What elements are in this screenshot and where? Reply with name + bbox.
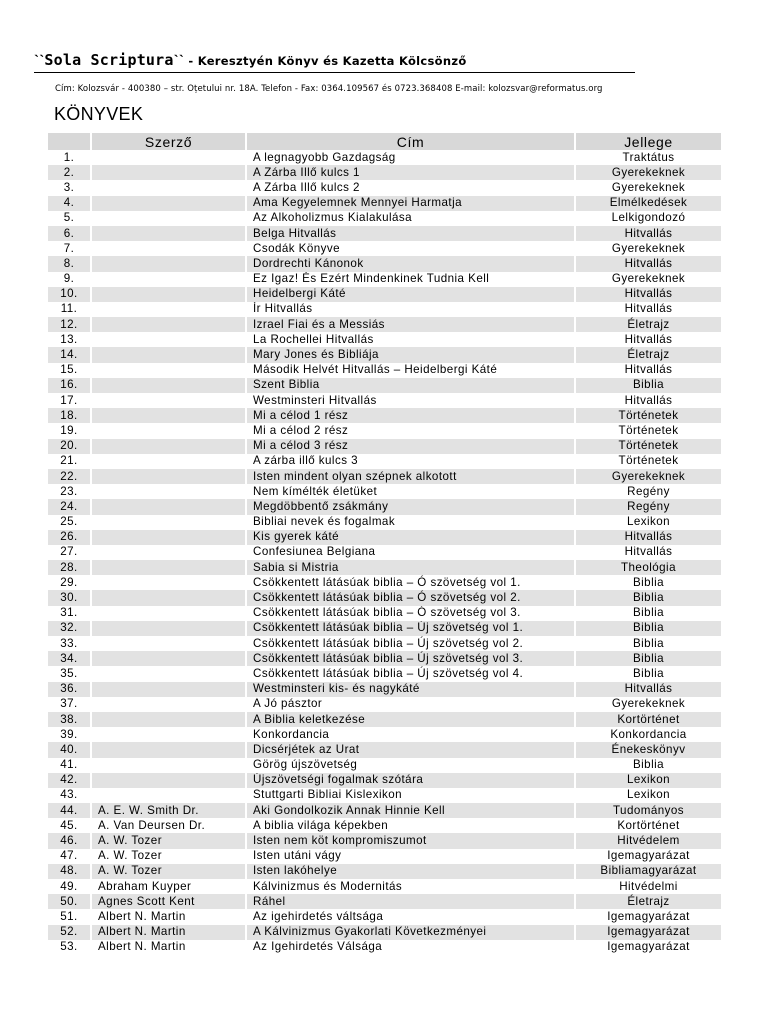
title-cell: A Biblia keletkezése: [247, 712, 576, 727]
table-row: [48, 712, 721, 727]
author-cell: [92, 545, 247, 560]
genre-cell: Életrajz: [576, 347, 721, 362]
title-cell: Nem kímélték életüket: [247, 484, 576, 499]
title-cell: Ráhel: [247, 894, 576, 909]
genre-cell: Lelkigondozó: [611, 211, 686, 225]
table-row: [48, 788, 721, 803]
genre-cell: Hitvallás: [624, 302, 673, 316]
genre-cell: Kortörténet: [576, 712, 721, 727]
row-number: 31.: [48, 606, 92, 621]
genre-cell: Hitvallás: [576, 530, 721, 545]
row-number: 33.: [48, 636, 92, 651]
genre-cell: Biblia: [632, 575, 665, 589]
genre-cell: Életrajz: [576, 317, 721, 332]
table-row: [48, 317, 721, 332]
author-cell: [92, 499, 247, 514]
title-cell: A Zárba Illő kulcs 2: [247, 180, 576, 195]
genre-cell: Hitvallás: [576, 226, 721, 241]
genre-cell: Igemagyarázat: [607, 849, 690, 863]
title-cell: Isten nem köt kompromiszumot: [247, 833, 576, 848]
table-row: [48, 925, 721, 940]
genre-cell: Énekeskönyv: [576, 742, 721, 757]
brand-name: ˋˋSola Scripturaˋˋ: [34, 51, 185, 69]
title-cell: Belga Hitvallás: [247, 226, 576, 241]
genre-cell: Regény: [576, 499, 721, 514]
row-number: 19.: [48, 423, 92, 438]
genre-cell: Konkordancia: [610, 727, 687, 741]
genre-cell: Gyerekeknek: [611, 241, 686, 255]
author-cell: [92, 378, 247, 393]
genre-cell: Theológia: [576, 560, 721, 575]
row-number: 13.: [48, 332, 92, 347]
title-cell: A legnagyobb Gazdagság: [247, 150, 576, 165]
title-cell: Görög újszövetség: [247, 758, 576, 773]
author-cell: Albert N. Martin: [92, 940, 247, 955]
genre-cell: Gyerekeknek: [611, 272, 686, 286]
genre-cell: Biblia: [632, 758, 665, 772]
table-row: [48, 302, 721, 317]
table-row: [48, 530, 721, 545]
table-row: [48, 499, 721, 514]
author-cell: [92, 287, 247, 302]
author-cell: [92, 226, 247, 241]
title-cell: Szent Biblia: [247, 378, 576, 393]
author-cell: [92, 788, 247, 803]
genre-cell: Hitvallás: [624, 332, 673, 346]
title-cell: Az igehirdetés váltsága: [247, 909, 576, 924]
title-cell: Második Helvét Hitvallás – Heidelbergi Káté: [247, 363, 576, 378]
row-number: 52.: [48, 925, 92, 940]
author-cell: [92, 332, 247, 347]
table-row: [48, 180, 721, 195]
genre-cell: Bibliamagyarázat: [576, 864, 721, 879]
title-cell: Újszövetségi fogalmak szótára: [247, 773, 576, 788]
table-row: [48, 666, 721, 681]
title-cell: Csökkentett látásúak biblia – Új szövetség vol 1.: [247, 621, 576, 636]
title-cell: Csodák Könyve: [247, 241, 576, 256]
author-cell: Albert N. Martin: [92, 925, 247, 940]
genre-cell: Igemagyarázat: [607, 940, 690, 954]
title-cell: Sabia si Mistria: [247, 560, 576, 575]
table-row: [48, 727, 721, 742]
table-row: [48, 545, 721, 560]
title-cell: Az Igehirdetés Válsága: [247, 940, 576, 955]
author-cell: [92, 636, 247, 651]
section-title: KÖNYVEK: [54, 104, 144, 124]
table-row: [48, 439, 721, 454]
author-cell: [92, 454, 247, 469]
row-number: 10.: [48, 287, 92, 302]
author-cell: [92, 712, 247, 727]
row-number: 37.: [48, 697, 92, 712]
author-cell: [92, 727, 247, 742]
row-number: 50.: [48, 894, 92, 909]
author-cell: Abraham Kuyper: [92, 879, 247, 894]
table-row: [48, 332, 721, 347]
table-row: [48, 287, 721, 302]
author-cell: [92, 621, 247, 636]
author-cell: [92, 697, 247, 712]
title-cell: Az Alkoholizmus Kialakulása: [247, 211, 576, 226]
title-cell: Kis gyerek káté: [247, 530, 576, 545]
author-cell: [92, 515, 247, 530]
row-number: 1.: [48, 150, 92, 165]
row-number: 49.: [48, 879, 92, 894]
row-number: 9.: [48, 272, 92, 287]
table-row: [48, 940, 721, 955]
row-number: 41.: [48, 758, 92, 773]
table-row: [48, 241, 721, 256]
genre-cell: Hitvallás: [576, 682, 721, 697]
table-row: [48, 818, 721, 833]
title-cell: Ama Kegyelemnek Mennyei Harmatja: [247, 196, 576, 211]
genre-cell: Hitvédelem: [576, 833, 721, 848]
title-cell: Csökkentett látásúak biblia – Új szövetség vol 2.: [247, 636, 576, 651]
genre-cell: Lexikon: [626, 788, 671, 802]
row-number: 39.: [48, 727, 92, 742]
row-number: 48.: [48, 864, 92, 879]
author-cell: [92, 302, 247, 317]
genre-cell: Igemagyarázat: [576, 925, 721, 940]
author-cell: A. W. Tozer: [92, 849, 247, 864]
author-cell: [92, 393, 247, 408]
genre-cell: Elmélkedések: [576, 196, 721, 211]
genre-cell: Hitvallás: [576, 287, 721, 302]
column-header-title: Cím: [247, 133, 576, 150]
title-cell: Csökkentett látásúak biblia – Új szövetség vol 3.: [247, 651, 576, 666]
genre-cell: Igemagyarázat: [607, 909, 690, 923]
author-cell: [92, 560, 247, 575]
genre-cell: Biblia: [576, 378, 721, 393]
row-number: 22.: [48, 469, 92, 484]
genre-cell: Életrajz: [576, 894, 721, 909]
title-cell: Ez Igaz! És Ezért Mindenkinek Tudnia Kell: [247, 272, 576, 287]
table-row: [48, 515, 721, 530]
genre-cell: Történetek: [576, 439, 721, 454]
row-number: 24.: [48, 499, 92, 514]
author-cell: [92, 469, 247, 484]
author-cell: [92, 651, 247, 666]
table-row: [48, 742, 721, 757]
table-row: [48, 697, 721, 712]
brand-tagline: Keresztyén Könyv és Kazetta Kölcsönző: [197, 54, 467, 68]
row-number: 4.: [48, 196, 92, 211]
author-cell: [92, 408, 247, 423]
author-cell: [92, 150, 247, 165]
title-cell: Isten utáni vágy: [247, 849, 576, 864]
author-cell: [92, 196, 247, 211]
author-cell: A. W. Tozer: [92, 864, 247, 879]
column-header-author: Szerző: [92, 133, 247, 150]
author-cell: [92, 211, 247, 226]
table-row: [48, 651, 721, 666]
table-row: [48, 864, 721, 879]
row-number: 29.: [48, 575, 92, 590]
genre-cell: Lexikon: [576, 773, 721, 788]
title-cell: A Zárba Illő kulcs 1: [247, 165, 576, 180]
genre-cell: Biblia: [632, 606, 665, 620]
title-cell: Csökkentett látásúak biblia – Ó szövetség vol 3.: [247, 606, 576, 621]
genre-cell: Lexikon: [626, 515, 671, 529]
title-cell: Csökkentett látásúak biblia – Új szövetség vol 4.: [247, 666, 576, 681]
title-cell: Csökkentett látásúak biblia – Ó szövetség vol 2.: [247, 590, 576, 605]
row-number: 53.: [48, 940, 92, 955]
row-number: 36.: [48, 682, 92, 697]
table-row: [48, 636, 721, 651]
column-header-genre: Jellege: [576, 133, 721, 150]
genre-cell: Biblia: [576, 651, 721, 666]
author-cell: [92, 590, 247, 605]
table-row: [48, 196, 721, 211]
genre-cell: Biblia: [576, 590, 721, 605]
title-cell: Izrael Fiai és a Messiás: [247, 317, 576, 332]
column-header-number: [48, 133, 92, 150]
table-row: [48, 469, 721, 484]
genre-cell: Traktátus: [622, 150, 675, 164]
genre-cell: Hitvallás: [624, 363, 673, 377]
row-number: 12.: [48, 317, 92, 332]
row-number: 5.: [48, 211, 92, 226]
title-cell: Konkordancia: [247, 727, 576, 742]
author-cell: [92, 256, 247, 271]
author-cell: [92, 317, 247, 332]
table-row: [48, 393, 721, 408]
genre-cell: Biblia: [632, 636, 665, 650]
row-number: 21.: [48, 454, 92, 469]
row-number: 28.: [48, 560, 92, 575]
title-cell: Stuttgarti Bibliai Kislexikon: [247, 788, 576, 803]
table-row: [48, 378, 721, 393]
genre-cell: Biblia: [632, 666, 665, 680]
title-cell: Heidelbergi Káté: [247, 287, 576, 302]
row-number: 2.: [48, 165, 92, 180]
title-cell: Confesiunea Belgiana: [247, 545, 576, 560]
row-number: 23.: [48, 484, 92, 499]
table-row: [48, 803, 721, 818]
title-cell: Isten mindent olyan szépnek alkotott: [247, 469, 576, 484]
table-row: [48, 894, 721, 909]
title-cell: Mi a célod 2 rész: [247, 423, 576, 438]
author-cell: A. Van Deursen Dr.: [92, 818, 247, 833]
row-number: 27.: [48, 545, 92, 560]
table-row: [48, 773, 721, 788]
row-number: 16.: [48, 378, 92, 393]
table-row: [48, 849, 721, 864]
table-row: [48, 226, 721, 241]
table-row: [48, 484, 721, 499]
genre-cell: Gyerekeknek: [576, 469, 721, 484]
genre-cell: Biblia: [576, 621, 721, 636]
row-number: 47.: [48, 849, 92, 864]
table-body: [48, 150, 721, 955]
row-number: 32.: [48, 621, 92, 636]
author-cell: [92, 682, 247, 697]
title-cell: A Jó pásztor: [247, 697, 576, 712]
author-cell: [92, 606, 247, 621]
genre-cell: Történetek: [618, 454, 679, 468]
table-row: [48, 590, 721, 605]
letterhead: [34, 50, 467, 70]
row-number: 43.: [48, 788, 92, 803]
title-cell: La Rochellei Hitvallás: [247, 332, 576, 347]
row-number: 30.: [48, 590, 92, 605]
author-cell: [92, 272, 247, 287]
row-number: 44.: [48, 803, 92, 818]
author-cell: [92, 423, 247, 438]
row-number: 14.: [48, 347, 92, 362]
row-number: 45.: [48, 818, 92, 833]
author-cell: Agnes Scott Kent: [92, 894, 247, 909]
row-number: 8.: [48, 256, 92, 271]
author-cell: [92, 241, 247, 256]
author-cell: [92, 666, 247, 681]
books-table: [48, 133, 721, 955]
row-number: 46.: [48, 833, 92, 848]
author-cell: A. W. Tozer: [92, 833, 247, 848]
table-row: [48, 682, 721, 697]
row-number: 7.: [48, 241, 92, 256]
table-row: [48, 423, 721, 438]
row-number: 18.: [48, 408, 92, 423]
author-cell: [92, 773, 247, 788]
title-cell: Bibliai nevek és fogalmak: [247, 515, 576, 530]
row-number: 40.: [48, 742, 92, 757]
title-cell: Megdöbbentő zsákmány: [247, 499, 576, 514]
author-cell: [92, 484, 247, 499]
title-cell: Kálvinizmus és Modernitás: [247, 879, 576, 894]
genre-cell: Történetek: [576, 408, 721, 423]
table-row: [48, 909, 721, 924]
genre-cell: Gyerekeknek: [611, 180, 686, 194]
author-cell: Albert N. Martin: [92, 909, 247, 924]
table-row: [48, 621, 721, 636]
table-row: [48, 165, 721, 180]
table-row: [48, 454, 721, 469]
table-row: [48, 833, 721, 848]
contact-line: Cím: Kolozsvár - 400380 – str. Oțetului nr. 18A. Telefon - Fax: 0364.109567 és 0723.368408 E-mail: kolozsvar@reformatus.org: [55, 84, 603, 94]
author-cell: [92, 758, 247, 773]
genre-cell: Kortörténet: [617, 818, 680, 832]
row-number: 25.: [48, 515, 92, 530]
genre-cell: Hitvédelmi: [619, 879, 678, 893]
title-cell: Ír Hitvallás: [247, 302, 576, 317]
genre-cell: Hitvallás: [624, 545, 673, 559]
title-cell: Aki Gondolkozik Annak Hinnie Kell: [247, 803, 576, 818]
author-cell: [92, 165, 247, 180]
title-cell: Dordrechti Kánonok: [247, 256, 576, 271]
table-row: [48, 150, 721, 165]
row-number: 35.: [48, 666, 92, 681]
genre-cell: Gyerekeknek: [576, 165, 721, 180]
genre-cell: Hitvallás: [624, 393, 673, 407]
author-cell: [92, 530, 247, 545]
author-cell: A. E. W. Smith Dr.: [92, 803, 247, 818]
table-row: [48, 606, 721, 621]
row-number: 51.: [48, 909, 92, 924]
header-divider: [34, 72, 635, 73]
genre-cell: Tudományos: [576, 803, 721, 818]
table-row: [48, 363, 721, 378]
title-cell: Westminsteri kis- és nagykáté: [247, 682, 576, 697]
author-cell: [92, 180, 247, 195]
author-cell: [92, 742, 247, 757]
author-cell: [92, 363, 247, 378]
title-cell: Isten lakóhelye: [247, 864, 576, 879]
author-cell: [92, 347, 247, 362]
author-cell: [92, 575, 247, 590]
table-row: [48, 758, 721, 773]
title-cell: Dicsérjétek az Urat: [247, 742, 576, 757]
row-number: 20.: [48, 439, 92, 454]
row-number: 15.: [48, 363, 92, 378]
row-number: 17.: [48, 393, 92, 408]
title-cell: Mi a célod 3 rész: [247, 439, 576, 454]
genre-cell: Történetek: [618, 423, 679, 437]
row-number: 11.: [48, 302, 92, 317]
title-cell: Mary Jones és Bibliája: [247, 347, 576, 362]
title-cell: Csökkentett látásúak biblia – Ó szövetség vol 1.: [247, 575, 576, 590]
table-header-row: [48, 133, 721, 150]
row-number: 38.: [48, 712, 92, 727]
row-number: 26.: [48, 530, 92, 545]
genre-cell: Gyerekeknek: [611, 697, 686, 711]
table-row: [48, 879, 721, 894]
title-cell: A Kálvinizmus Gyakorlati Következményei: [247, 925, 576, 940]
title-cell: Mi a célod 1 rész: [247, 408, 576, 423]
table-row: [48, 575, 721, 590]
genre-cell: Hitvallás: [576, 256, 721, 271]
table-row: [48, 211, 721, 226]
genre-cell: Regény: [627, 484, 670, 498]
table-row: [48, 347, 721, 362]
table-row: [48, 256, 721, 271]
author-cell: [92, 439, 247, 454]
brand-separator: -: [184, 54, 198, 68]
title-cell: A zárba illő kulcs 3: [247, 454, 576, 469]
row-number: 42.: [48, 773, 92, 788]
title-cell: Westminsteri Hitvallás: [247, 393, 576, 408]
table-row: [48, 272, 721, 287]
row-number: 6.: [48, 226, 92, 241]
title-cell: A biblia világa képekben: [247, 818, 576, 833]
row-number: 3.: [48, 180, 92, 195]
row-number: 34.: [48, 651, 92, 666]
table-row: [48, 408, 721, 423]
table-row: [48, 560, 721, 575]
